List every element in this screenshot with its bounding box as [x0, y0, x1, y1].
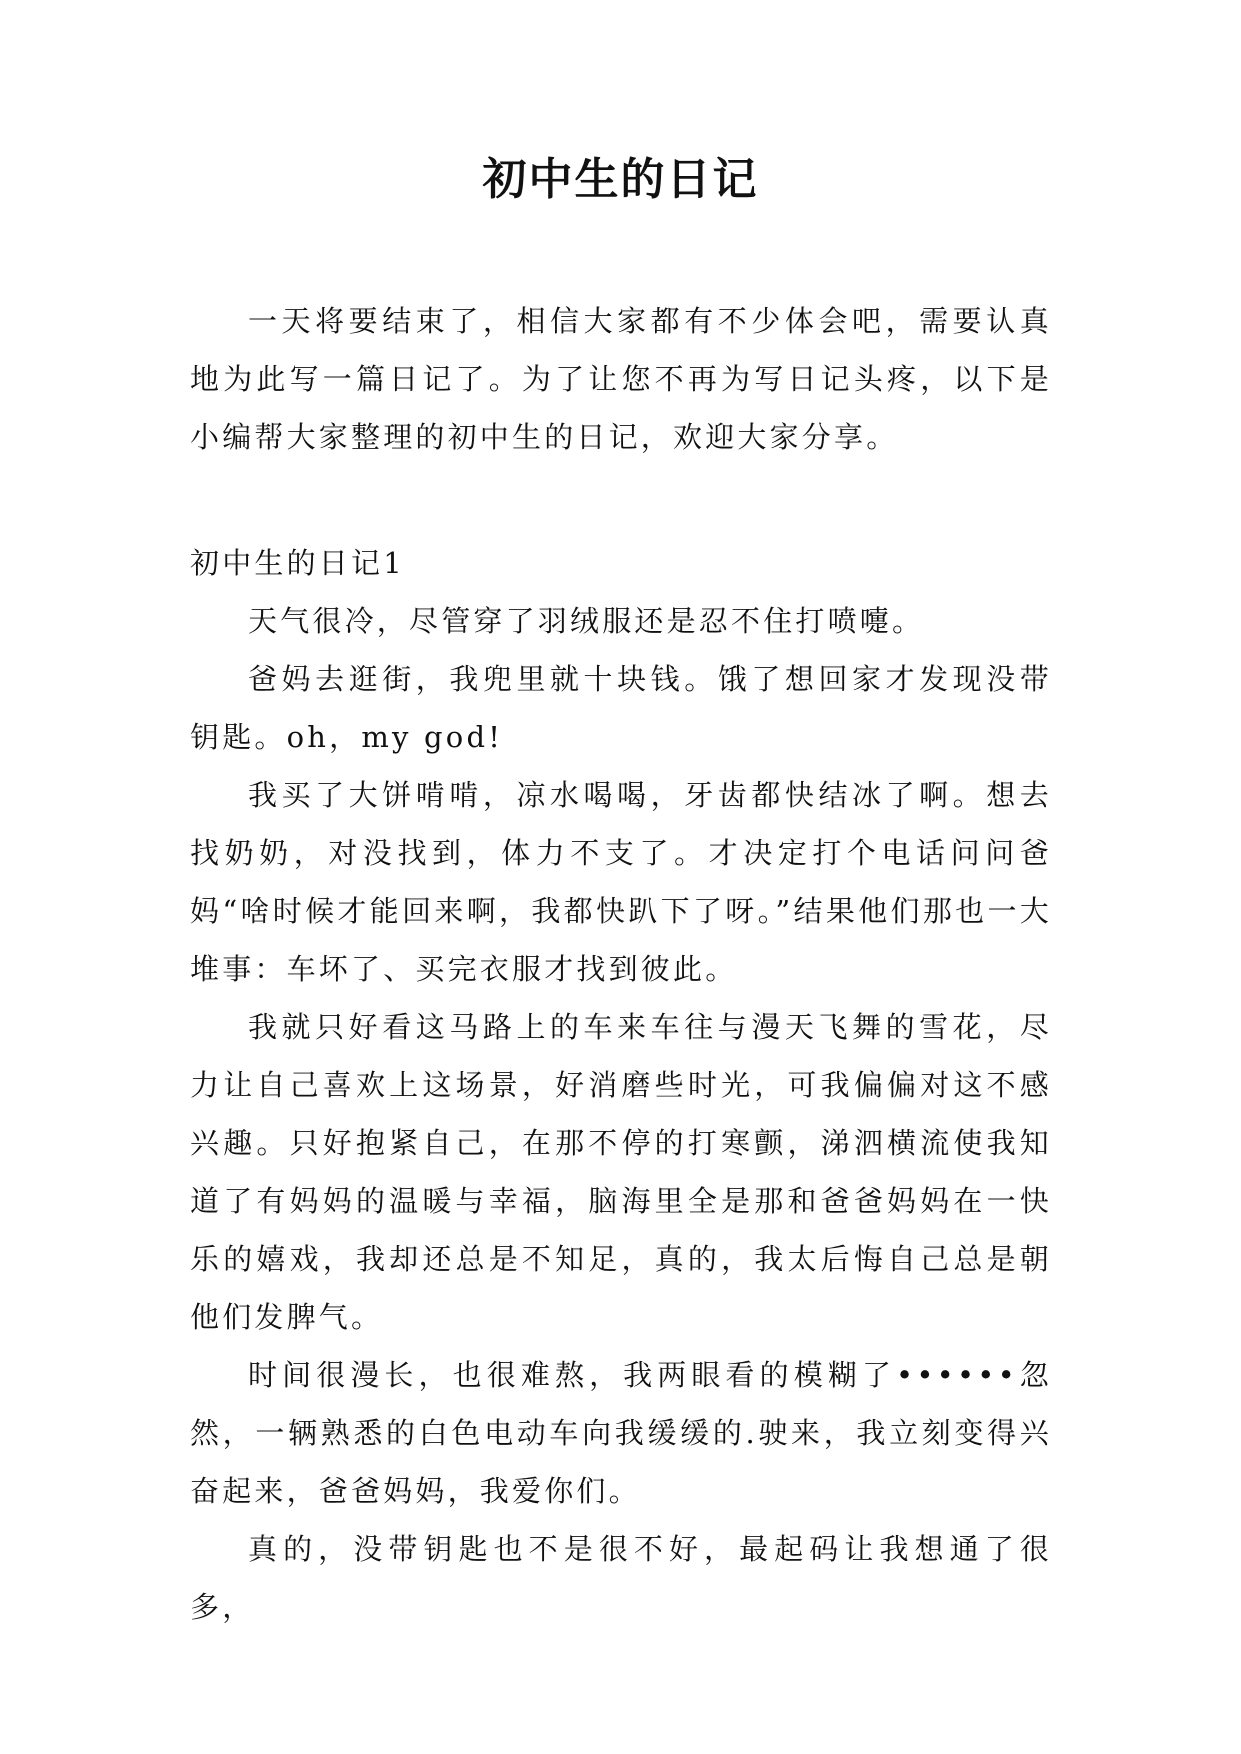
body-paragraph: 我买了大饼啃啃，凉水喝喝，牙齿都快结冰了啊。想去找奶奶，对没找到，体力不支了。才决定打个电话问问爸妈“啥时候才能回来啊，我都快趴下了呀。”结果他们那也一大堆事：车坏了、买完衣服才找到彼此。 — [190, 778, 1052, 986]
body-paragraph: 时间很漫长，也很难熬，我两眼看的模糊了••••••忽然，一辆熟悉的白色电动车向我缓缓的.驶来，我立刻变得兴奋起来，爸爸妈妈，我爱你们。 — [190, 1358, 1052, 1508]
section-heading: 初中生的日记1 — [190, 546, 405, 580]
body-paragraph: 爸妈去逛街，我兜里就十块钱。饿了想回家才发现没带钥匙。oh，my god! — [190, 662, 1052, 754]
document-body — [190, 292, 1052, 1636]
body-paragraph: 真的，没带钥匙也不是很不好，最起码让我想通了很多， — [190, 1532, 1052, 1624]
body-paragraph: 我就只好看这马路上的车来车往与漫天飞舞的雪花，尽力让自己喜欢上这场景，好消磨些时光，可我偏偏对这不感兴趣。只好抱紧自己，在那不停的打寒颤，涕泗横流使我知道了有妈妈的温暖与幸福，脑海里全是那和爸爸妈妈在一快乐的嬉戏，我却还总是不知足，真的，我太后悔自己总是朝他们发脾气。 — [190, 1010, 1052, 1334]
body-paragraph: 天气很冷，尽管穿了羽绒服还是忍不住打喷嚏。 — [248, 604, 925, 638]
document-title: 初中生的日记 — [482, 154, 759, 205]
intro-paragraph: 一天将要结束了，相信大家都有不少体会吧，需要认真地为此写一篇日记了。为了让您不再为写日记头疼，以下是小编帮大家整理的初中生的日记，欢迎大家分享。 — [190, 304, 1052, 454]
